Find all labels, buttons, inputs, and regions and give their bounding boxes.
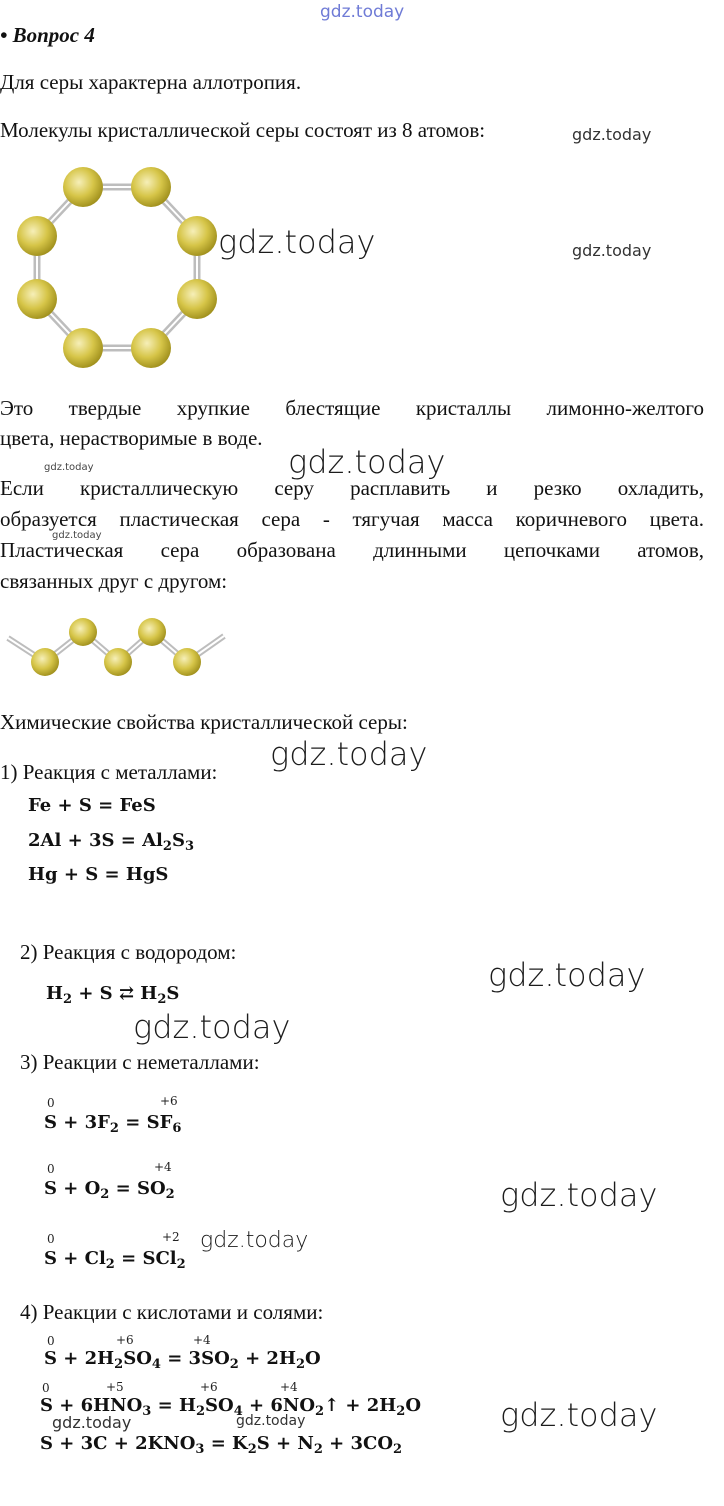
paragraph-molecules: Молекулы кристаллической серы состоят из 8 атомов: [0,118,486,142]
ring-atoms [17,167,217,368]
watermark: gdz.today [200,1228,309,1253]
watermark: gdz.today [236,1413,306,1429]
sulfur-chain-diagram [0,616,240,686]
section-title-acids: 4) Реакции с кислотами и солями: [20,1300,324,1324]
watermark: gdz.today [133,1008,291,1046]
equation-s-cl2: $S + Cl_2 = SCl_2$ [44,1248,186,1272]
sulfur-atom [131,328,171,368]
sulfur-atom [177,216,217,256]
sulfur-atom [177,279,217,319]
equation-s-kno3: $S + 3C + 2KNO_3 = K_2S + N_2 + 3CO_2$ [40,1433,403,1457]
watermark: gdz.today [52,1413,132,1432]
sulfur-atom [31,648,59,676]
watermark: gdz.today [572,125,652,144]
question-heading: • Вопрос 4 [0,23,95,47]
watermark: gdz.today [500,1396,658,1434]
equation-s-o2: $S + O_2 = SO_2$ [44,1178,175,1202]
sulfur-atom [63,167,103,207]
paragraph-crystals-line2: цвета, нерастворимые в воде. [0,426,263,450]
equation-hg-s: Hg + S = HgS [28,864,169,885]
section-title-metals: 1) Реакция с металлами: [0,760,218,784]
watermark: gdz.today [488,956,646,994]
equation-s-hno3: $S + 6HNO_3 = H_2SO_4$ + $6NO_2↑ + 2H_2O$ [40,1395,422,1419]
watermark: gdz.today [44,462,94,473]
sulfur-atom [138,618,166,646]
watermark: gdz.today [270,735,428,773]
watermark: gdz.today [500,1176,658,1214]
sulfur-atom [63,328,103,368]
s8-ring-diagram [0,160,240,370]
paragraph-plastic-line2: образуется пластическая сера - тягучая масса коричневого цвета. [0,507,704,531]
paragraph-plastic-line1: Если кристаллическую серу расплавить и резко охладить, [0,476,704,500]
watermark: gdz.today [52,530,102,541]
sulfur-atom [17,279,57,319]
watermark-top: gdz.today [320,2,405,22]
section-title-hydrogen: 2) Реакция с водородом: [20,940,237,964]
sulfur-atom [173,648,201,676]
sulfur-atom [69,618,97,646]
sulfur-atom [17,216,57,256]
paragraph-chem-props: Химические свойства кристаллической серы: [0,710,408,734]
equation-fe-s: Fe + S = FeS [28,795,156,816]
paragraph-plastic-line3: Пластическая сера образована длинными цепочками атомов, [0,538,704,562]
paragraph-crystals-line1: Это твердые хрупкие блестящие кристаллы лимонно-желтого [0,396,704,420]
equation-h2-s: $H_2 + S$ ⇄ $H_2S$ [46,983,180,1007]
equation-s-f2: $S + 3F_2 = SF_6$ [44,1112,182,1136]
equation-al-s: $2Al + 3S = Al_2S_3$ [28,830,194,854]
paragraph-allotropy: Для серы характерна аллотропия. [0,70,302,94]
sulfur-atom [104,648,132,676]
watermark: gdz.today [218,223,376,261]
watermark: gdz.today [288,443,446,481]
section-title-nonmetals: 3) Реакции с неметаллами: [20,1050,260,1074]
sulfur-atom [131,167,171,207]
watermark: gdz.today [572,241,652,260]
paragraph-plastic-line4: связанных друг с другом: [0,569,228,593]
equation-s-h2so4: $S + 2H_2SO_4 = 3SO_2 + 2H_2O$ [44,1348,321,1372]
